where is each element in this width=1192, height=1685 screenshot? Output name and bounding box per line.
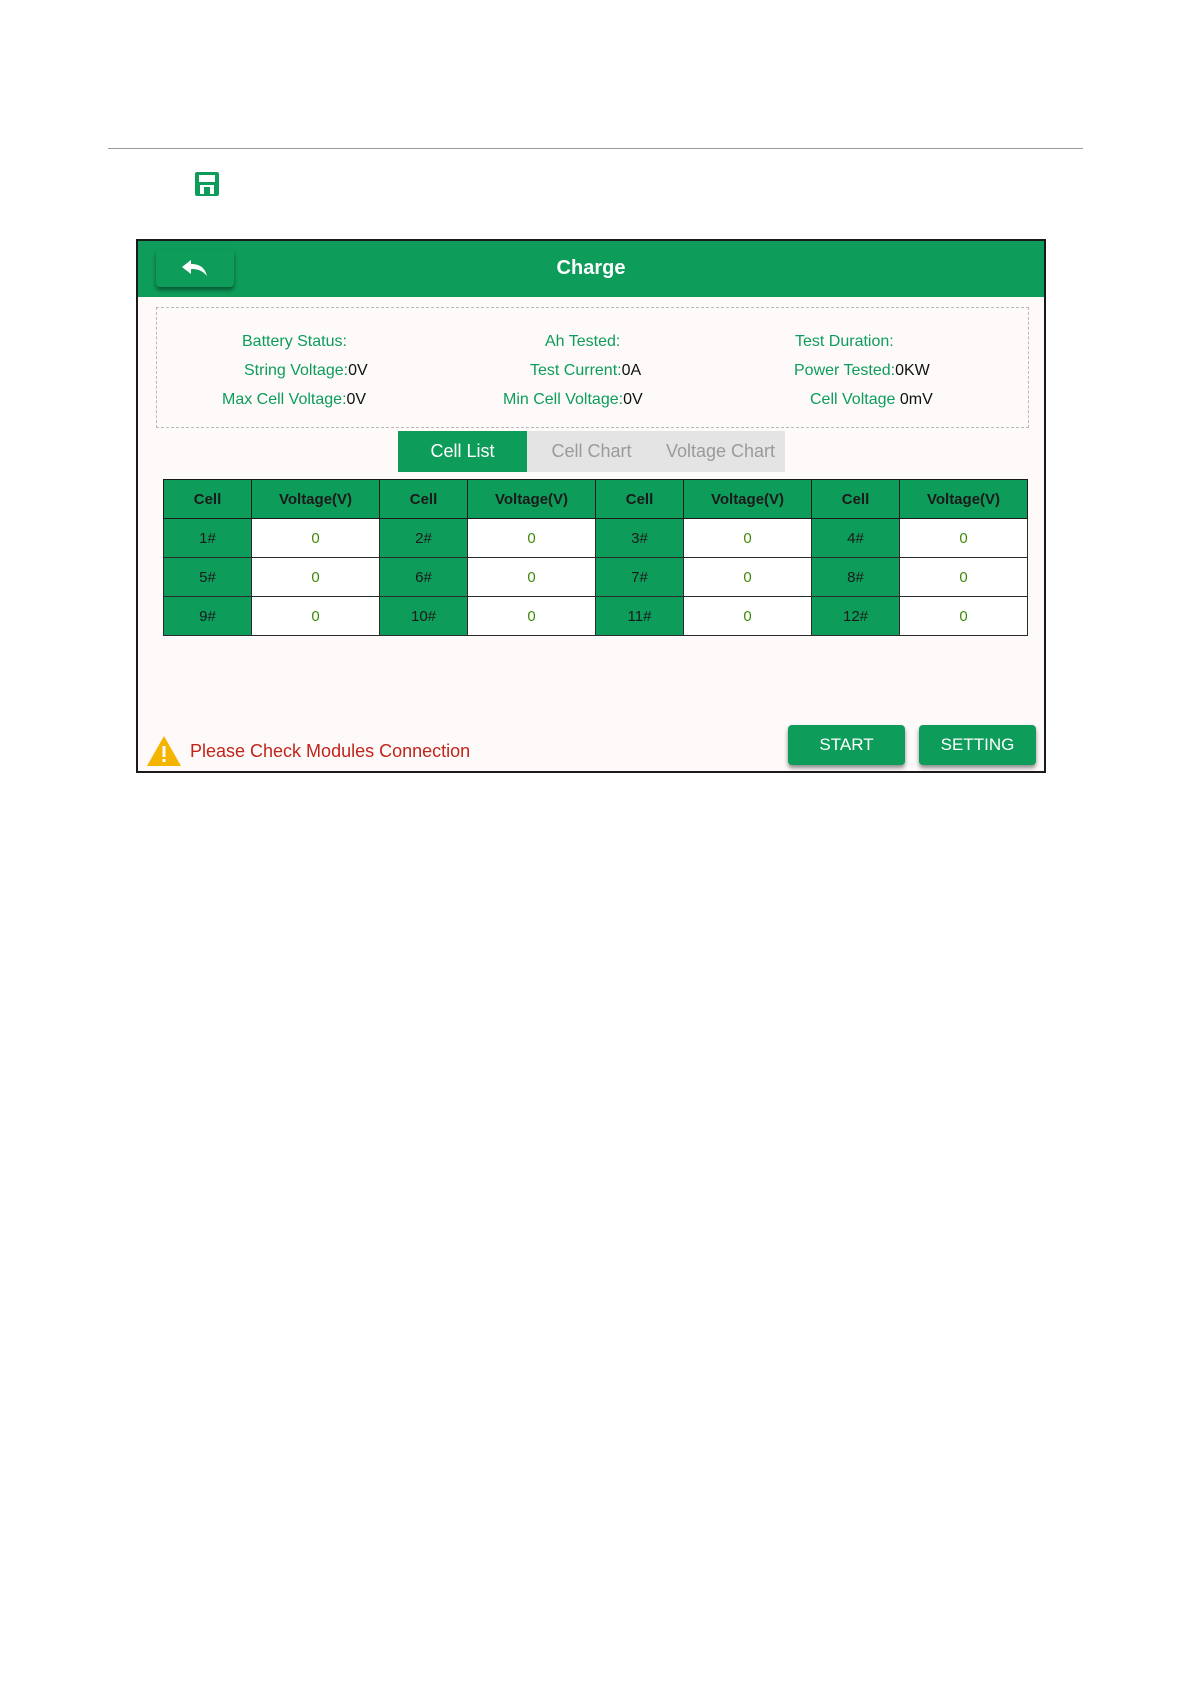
cell-voltage-value: 0 — [684, 597, 812, 636]
tab-voltage-chart[interactable]: Voltage Chart — [656, 431, 785, 472]
test-current — [530, 362, 830, 380]
cell-id: 10# — [380, 597, 468, 636]
power-tested-value: 0KW — [895, 362, 930, 379]
max-cell-voltage-value: 0V — [346, 391, 367, 408]
test-current-label: Test Current: — [530, 362, 622, 379]
cell-voltage-value: 0 — [468, 597, 596, 636]
test-current-value: 0A — [621, 362, 642, 379]
page-title: Charge — [556, 257, 626, 279]
battery-status — [242, 333, 542, 351]
column-header-voltage: Voltage(V) — [684, 480, 812, 519]
string-voltage — [244, 362, 544, 380]
table-row — [164, 519, 1028, 558]
cell-id: 7# — [596, 558, 684, 597]
cell-voltage-label: Cell Voltage — [810, 391, 896, 408]
connection-warning — [146, 735, 470, 767]
cell-voltage-value: 0 — [900, 558, 1028, 597]
cell-id: 6# — [380, 558, 468, 597]
cell-voltage-value: 0 — [684, 519, 812, 558]
cell-id: 1# — [164, 519, 252, 558]
title-bar — [138, 241, 1044, 297]
cell-id: 8# — [812, 558, 900, 597]
setting-button[interactable]: SETTING — [919, 725, 1036, 765]
test-duration — [795, 333, 1046, 351]
max-cell-voltage-label: Max Cell Voltage: — [222, 391, 347, 408]
table-row — [164, 558, 1028, 597]
cell-voltage-value: 0 — [468, 519, 596, 558]
string-voltage-value: 0V — [348, 362, 368, 379]
column-header-voltage: Voltage(V) — [468, 480, 596, 519]
cell-voltage — [810, 391, 1046, 409]
table-header-row — [164, 480, 1028, 519]
cell-id: 2# — [380, 519, 468, 558]
cell-id: 4# — [812, 519, 900, 558]
cell-id: 12# — [812, 597, 900, 636]
cell-id: 3# — [596, 519, 684, 558]
max-cell-voltage — [222, 391, 522, 409]
cell-id: 5# — [164, 558, 252, 597]
cell-voltage-value: 0 — [252, 558, 380, 597]
warning-icon — [146, 735, 182, 767]
column-header-cell: Cell — [164, 480, 252, 519]
cell-voltage-value: 0 — [468, 558, 596, 597]
cell-voltage-value: 0 — [252, 597, 380, 636]
column-header-cell: Cell — [596, 480, 684, 519]
battery-status-label: Battery Status: — [242, 333, 347, 350]
tab-cell-chart[interactable]: Cell Chart — [527, 431, 656, 472]
column-header-cell: Cell — [812, 480, 900, 519]
column-header-voltage: Voltage(V) — [900, 480, 1028, 519]
min-cell-voltage — [503, 391, 803, 409]
min-cell-voltage-label: Min Cell Voltage: — [503, 391, 624, 408]
cell-voltage-value: 0 — [252, 519, 380, 558]
string-voltage-label: String Voltage: — [244, 362, 349, 379]
power-tested-label: Power Tested: — [794, 362, 896, 379]
ah-tested-label: Ah Tested: — [545, 333, 621, 350]
app-screen — [136, 239, 1046, 773]
tab-cell-list[interactable]: Cell List — [398, 431, 527, 472]
column-header-voltage: Voltage(V) — [252, 480, 380, 519]
cell-voltage-value: 0 — [900, 597, 1028, 636]
cell-voltage-table — [163, 479, 1028, 636]
cell-id: 11# — [596, 597, 684, 636]
table-row — [164, 597, 1028, 636]
cell-voltage-value: 0 — [684, 558, 812, 597]
warning-text: Please Check Modules Connection — [190, 740, 471, 761]
power-tested — [794, 362, 1046, 380]
cell-voltage-value: 0 — [900, 519, 1028, 558]
test-info-panel — [156, 307, 1029, 428]
cell-voltage-value: 0mV — [899, 391, 933, 408]
column-header-cell: Cell — [380, 480, 468, 519]
view-tabs — [398, 431, 785, 472]
test-duration-label: Test Duration: — [795, 333, 894, 350]
save-icon[interactable] — [193, 170, 221, 198]
page-divider — [108, 148, 1083, 149]
min-cell-voltage-value: 0V — [623, 391, 643, 408]
start-button[interactable]: START — [788, 725, 905, 765]
cell-id: 9# — [164, 597, 252, 636]
